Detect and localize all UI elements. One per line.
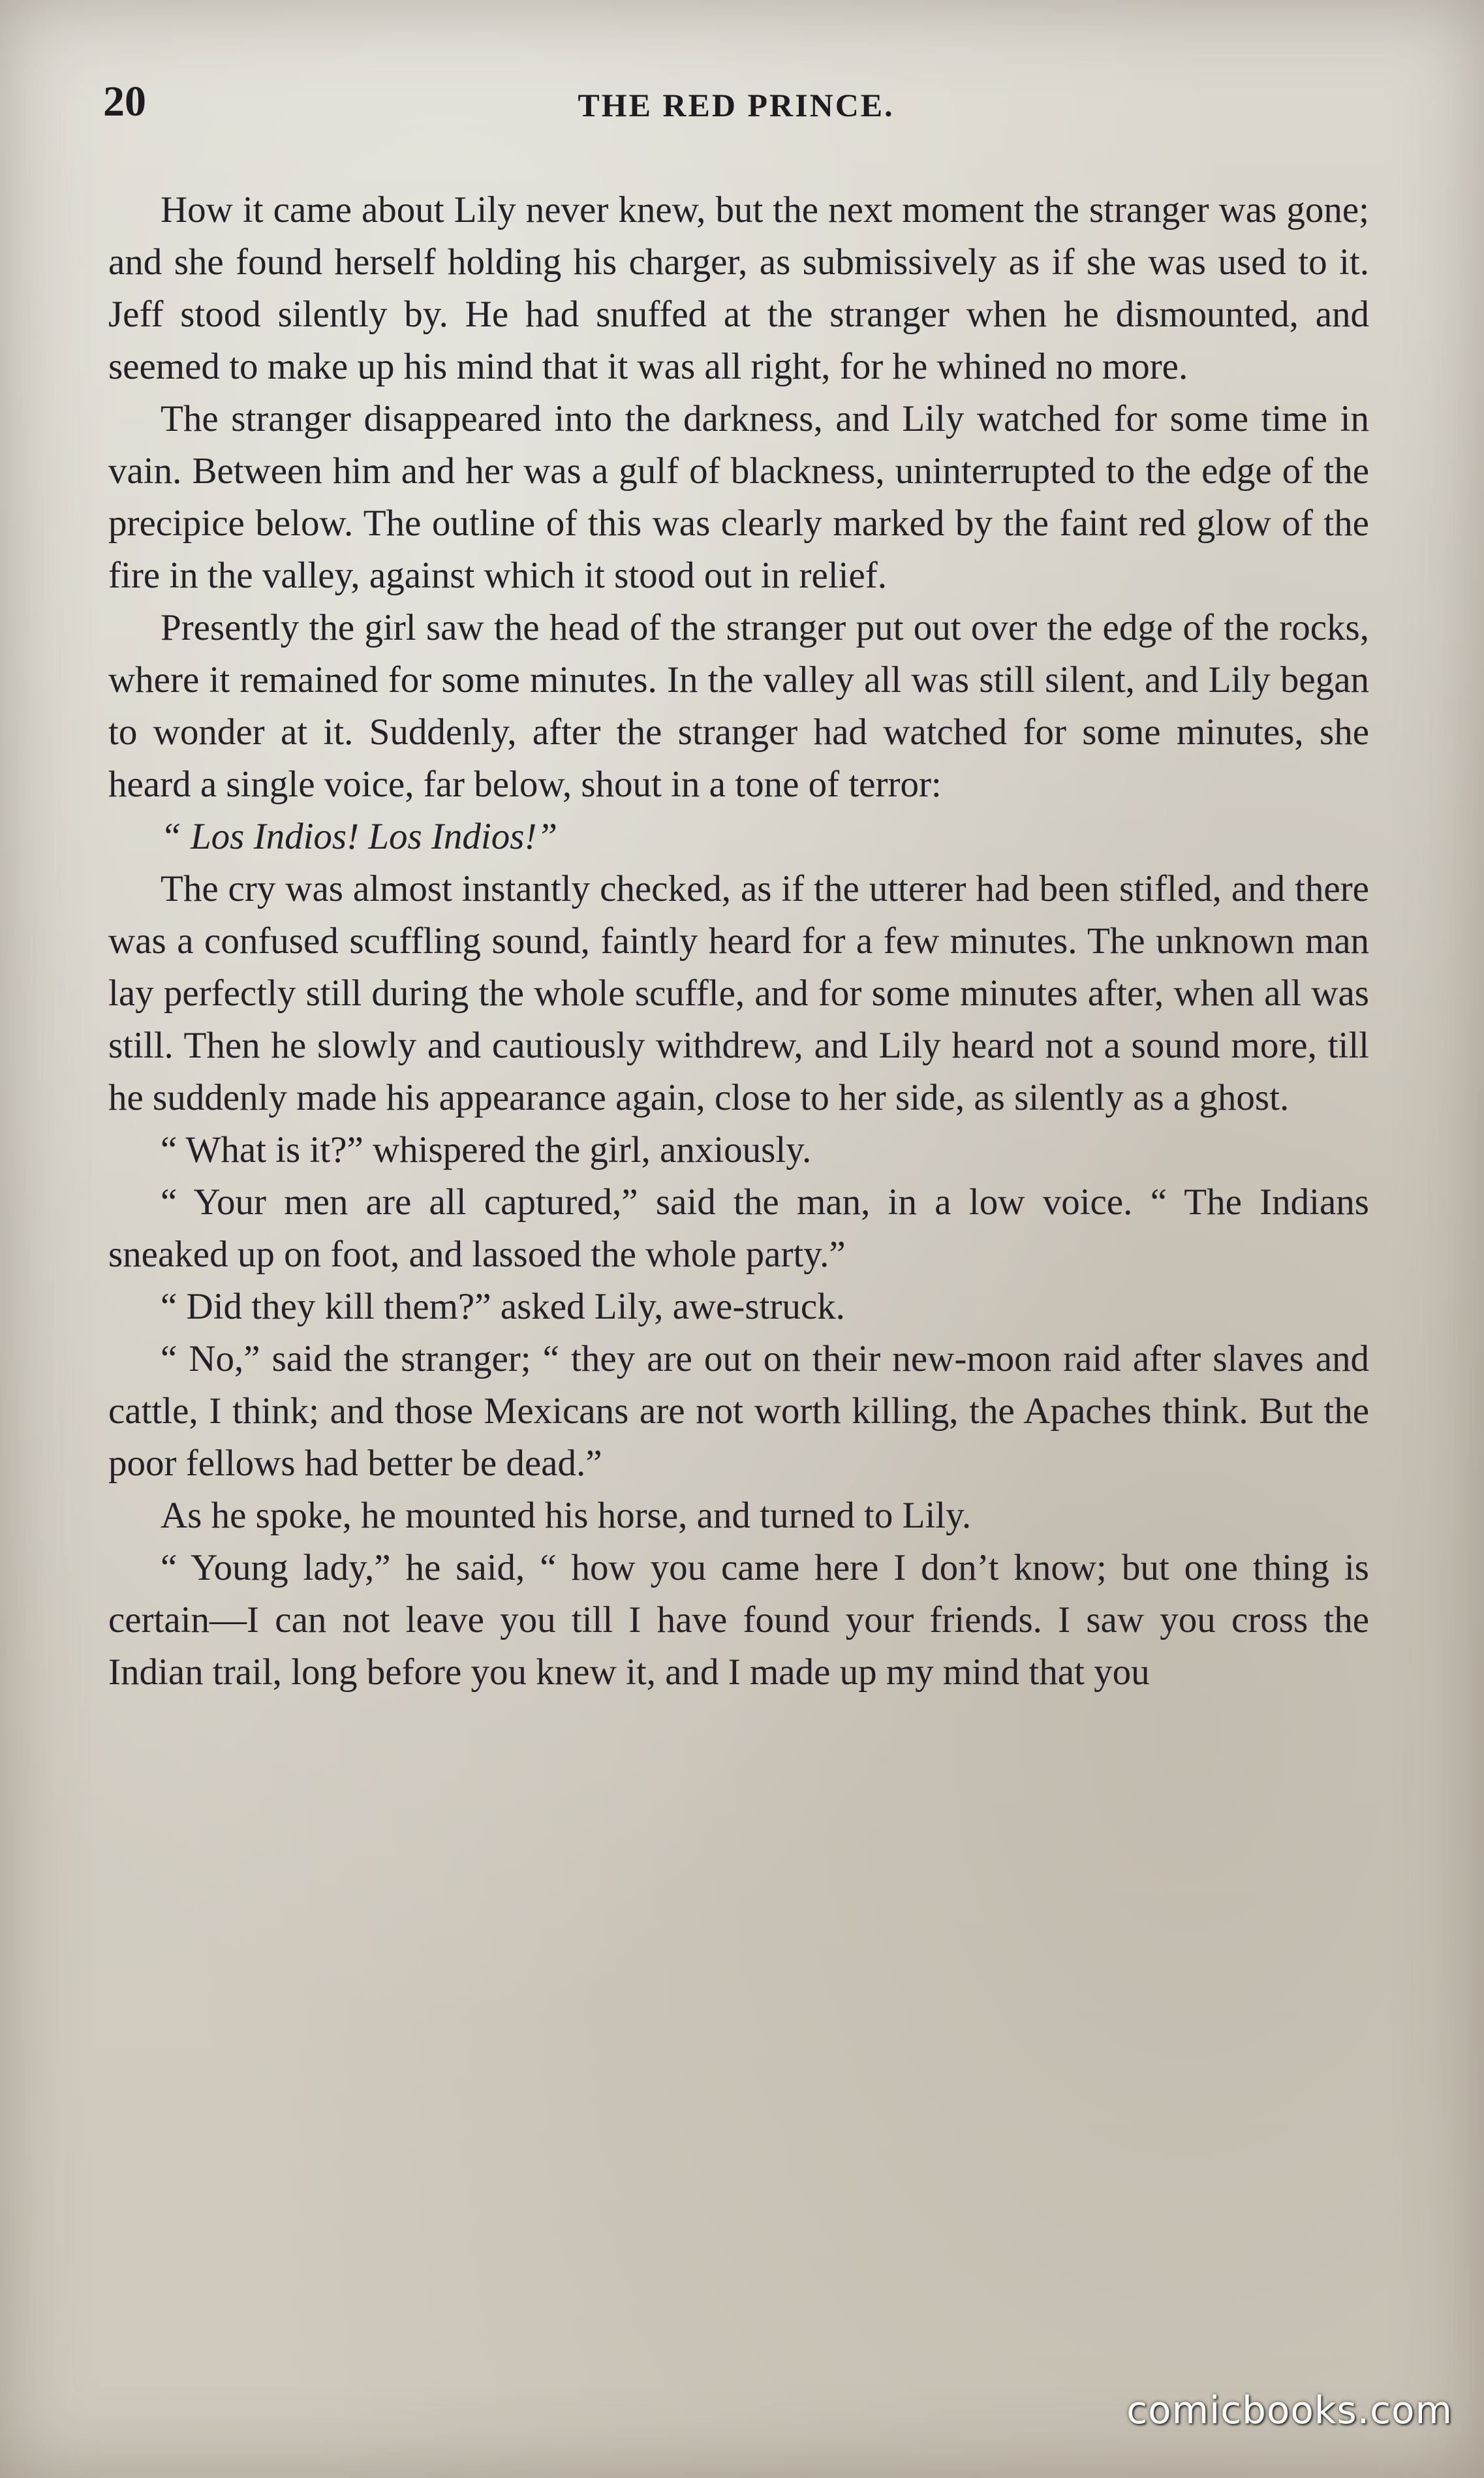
paragraph: How it came about Lily never knew, but the next moment the stranger was gone; and she found herself holding his charger, as submissively as if she was used to it. Jeff stood silently by. He had snuffed at the stranger when he dismounted, and seemed to make up his mind that it was all right, for he whined no more. bbox=[108, 189, 1369, 387]
watermark: comicbooks.com bbox=[1126, 2388, 1453, 2432]
paragraph-exclamation: “ Los Indios! Los Indios!” bbox=[161, 816, 558, 857]
running-head: THE RED PRINCE. bbox=[578, 87, 895, 123]
paragraph: The stranger disappeared into the darkness, and Lily watched for some time in vain. Between him and her was a gulf of blackness, uninterrupted to the edge of the precipice below. The outline of this was clearly marked by the faint red glow of the fire in the valley, against which it stood out in relief. bbox=[108, 398, 1369, 596]
paragraph: The cry was almost instantly checked, as if the utterer had been stifled, and there was a confused scuffling sound, faintly heard for a few minutes. The unknown man lay perfectly still during the whole scuffle, and for some minutes after, when all was still. Then he slowly and cautiously withdrew, and Lily heard not a sound more, till he suddenly made his appearance again, close to her side, as silently as a ghost. bbox=[108, 868, 1369, 1118]
body-text bbox=[108, 184, 1369, 1699]
page-header bbox=[103, 77, 1369, 136]
paragraph: “ Did they kill them?” asked Lily, awe-struck. bbox=[161, 1286, 845, 1327]
paragraph: Presently the girl saw the head of the stranger put out over the edge of the rocks, where it remained for some minutes. In the valley all was still silent, and Lily began to wonder at it. Suddenly, after the stranger had watched for some minutes, she heard a single voice, far below, shout in a tone of terror: bbox=[108, 607, 1369, 805]
paragraph: As he spoke, he mounted his horse, and turned to Lily. bbox=[161, 1495, 972, 1536]
paragraph: “ Your men are all captured,” said the man, in a low voice. “ The Indians sneaked up on foot, and lassoed the whole party.” bbox=[108, 1182, 1369, 1275]
paragraph: “ Young lady,” he said, “ how you came here I don’t know; but one thing is certain—I can not leave you till I have found your friends. I saw you cross the Indian trail, long before you knew it, and I made up my mind that you bbox=[108, 1547, 1369, 1693]
page-number: 20 bbox=[103, 78, 146, 125]
paragraph: “ No,” said the stranger; “ they are out on their new-moon raid after slaves and cattle, I think; and those Mexicans are not worth killing, the Apaches think. But the poor fellows had better be dead.” bbox=[108, 1338, 1369, 1484]
paragraph: “ What is it?” whispered the girl, anxiously. bbox=[161, 1129, 812, 1170]
